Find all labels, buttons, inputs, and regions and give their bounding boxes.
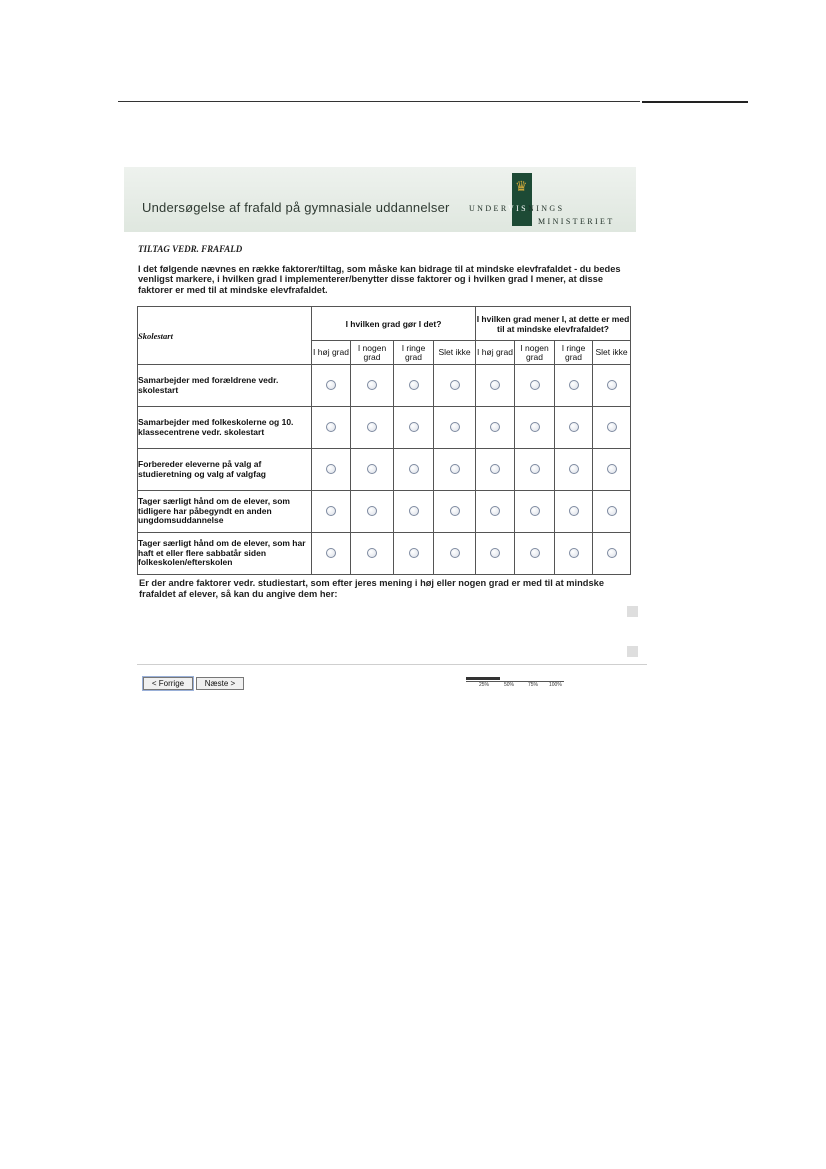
radio-button[interactable] [569,506,579,516]
question-label: Samarbejder med forældrene vedr. skolestart [138,365,312,407]
question-label: Tager særligt hånd om de elever, som har haft et eller flere sabbatår siden folkeskolen/efterskolen [138,533,312,575]
scale-header: I nogen grad [515,341,555,365]
radio-button[interactable] [530,422,540,432]
previous-button[interactable]: < Forrige [143,677,193,690]
radio-button[interactable] [607,464,617,474]
radio-button[interactable] [367,506,377,516]
logo-suffix: NINGS [528,204,565,213]
page-rule [118,101,640,102]
radio-button[interactable] [569,380,579,390]
footer-divider [137,664,647,665]
progress-bar [466,677,564,688]
followup-question: Er der andre faktorer vedr. studiestart, som efter jeres mening i høj eller nogen grad er med til at mindske frafaldet af elever, så kan du angive dem her: [139,578,604,599]
radio-button[interactable] [607,548,617,558]
radio-button[interactable] [367,548,377,558]
radio-button[interactable] [530,506,540,516]
table-row [138,491,631,533]
radio-button[interactable] [409,422,419,432]
next-button[interactable]: Næste > [196,677,244,690]
radio-button[interactable] [569,548,579,558]
question-label: Samarbejder med folkeskolerne og 10. klassecentrene vedr. skolestart [138,407,312,449]
logo-text-line1 [469,204,564,213]
radio-button[interactable] [450,380,460,390]
logo-prefix: UNDER [469,204,508,213]
table-row [138,533,631,575]
radio-button[interactable] [409,380,419,390]
radio-button[interactable] [409,548,419,558]
scale-header: I høj grad [312,341,351,365]
scale-header: I ringe grad [394,341,434,365]
radio-button[interactable] [490,548,500,558]
radio-button[interactable] [450,422,460,432]
scroll-down-arrow[interactable] [627,646,638,657]
scale-header: I høj grad [476,341,515,365]
scroll-up-arrow[interactable] [627,606,638,617]
logo-text-line2: MINISTERIET [538,217,615,226]
radio-button[interactable] [326,380,336,390]
radio-button[interactable] [450,464,460,474]
followup-textarea[interactable] [139,606,625,658]
radio-button[interactable] [607,422,617,432]
table-row [138,365,631,407]
scale-header: Slet ikke [593,341,631,365]
radio-button[interactable] [326,464,336,474]
radio-button[interactable] [607,506,617,516]
rating-table [137,306,631,575]
radio-button[interactable] [490,464,500,474]
radio-button[interactable] [367,422,377,432]
radio-button[interactable] [530,464,540,474]
progress-fill [466,677,500,680]
progress-label: 75% [528,682,539,688]
progress-label: 100% [549,682,562,688]
radio-button[interactable] [367,464,377,474]
question-label: Forbereder eleverne på valg af studieretning og valg af valgfag [138,449,312,491]
table-row [138,449,631,491]
section-title: TILTAG VEDR. FRAFALD [138,244,243,254]
radio-button[interactable] [490,506,500,516]
page-rule-accent [642,101,748,103]
radio-button[interactable] [326,506,336,516]
radio-button[interactable] [490,422,500,432]
radio-button[interactable] [326,422,336,432]
question-label: Tager særligt hånd om de elever, som tidligere har påbegyndt en anden ungdomsuddannelse [138,491,312,533]
scale-header: I nogen grad [351,341,394,365]
radio-button[interactable] [607,380,617,390]
group2-header: I hvilken grad mener I, at dette er med til at mindske elevfrafaldet? [476,307,631,341]
progress-label: 50% [504,682,515,688]
radio-button[interactable] [367,380,377,390]
ministry-logo-block [512,173,532,226]
radio-button[interactable] [490,380,500,390]
radio-button[interactable] [530,380,540,390]
scale-header: I ringe grad [555,341,593,365]
radio-button[interactable] [569,422,579,432]
radio-button[interactable] [450,548,460,558]
radio-button[interactable] [409,506,419,516]
crown-icon: ♛ [515,178,528,194]
scale-header: Slet ikke [434,341,476,365]
radio-button[interactable] [530,548,540,558]
radio-button[interactable] [409,464,419,474]
survey-header-banner [124,167,636,232]
progress-label: 25% [479,682,490,688]
table-row [138,407,631,449]
survey-title: Undersøgelse af frafald på gymnasiale uddannelser [142,200,450,215]
radio-button[interactable] [450,506,460,516]
radio-button[interactable] [326,548,336,558]
logo-highlight: VIS [507,204,529,213]
radio-button[interactable] [569,464,579,474]
group1-header: I hvilken grad gør I det? [312,307,476,341]
topic-header: Skolestart [138,307,312,365]
intro-text: I det følgende nævnes en række faktorer/tiltag, som måske kan bidrage til at mindske elevfrafaldet - du bedes venligst markere, i hvilken grad I implementerer/benytter disse faktorer og i hvilken grad I mener, at disse faktorer er med til at mindske elevfrafaldet. [138,264,621,295]
